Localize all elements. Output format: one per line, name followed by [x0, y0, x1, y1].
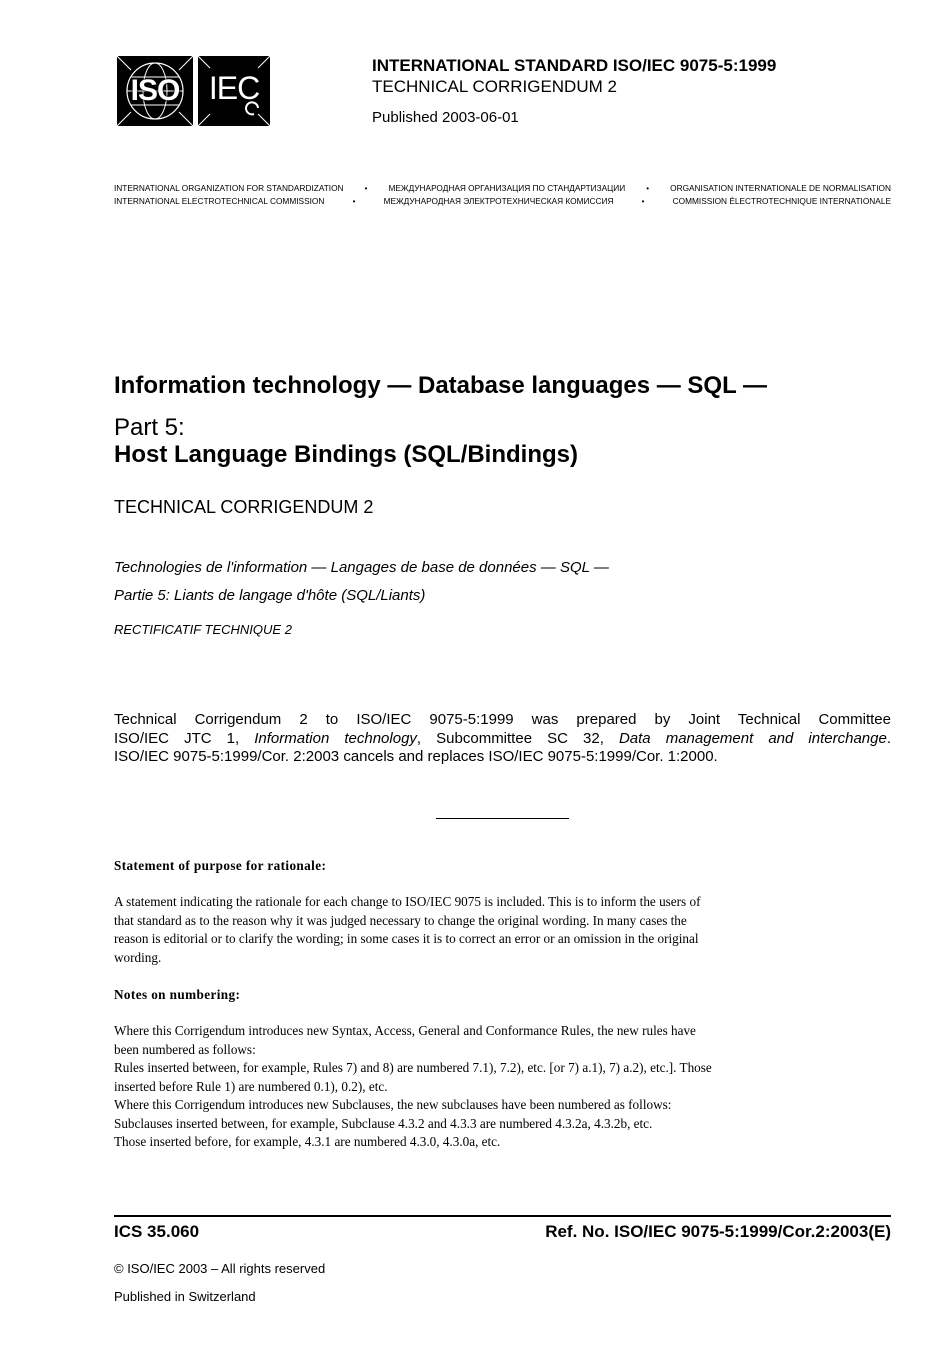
bullet-separator: • — [641, 196, 645, 206]
foreword-period: . — [886, 729, 891, 747]
org-iso-ru: МЕЖДУНАРОДНАЯ ОРГАНИЗАЦИЯ ПО СТАНДАРТИЗАЦИИ — [388, 183, 626, 193]
foreword-subcommittee: , Subcommittee SC 32, — [416, 729, 604, 747]
document-title: Information technology — Database languages — SQL — — [114, 372, 767, 399]
standard-title: INTERNATIONAL STANDARD ISO/IEC 9075-5:1999 — [372, 56, 777, 75]
statement-heading: Statement of purpose for rationale: — [114, 858, 327, 873]
notes-line: Rules inserted between, for example, Rules 7) and 8) are numbered 7.1), 7.2), etc. [or 7) a.1), 7) a.2), etc.]. Those — [114, 1060, 712, 1075]
iso-logo — [117, 56, 193, 126]
notes-heading: Notes on numbering: — [114, 987, 241, 1002]
statement-line: wording. — [114, 949, 162, 965]
org-iso-fr: ORGANISATION INTERNATIONALE DE NORMALISATION — [670, 183, 891, 193]
organizations-row-1 — [114, 183, 891, 193]
bullet-separator: • — [352, 196, 356, 206]
organizations-row-2 — [114, 196, 891, 206]
section-separator — [436, 818, 569, 819]
foreword-line-3: ISO/IEC 9075-5:1999/Cor. 2:2003 cancels and replaces ISO/IEC 9075-5:1999/Cor. 1:2000. — [114, 748, 718, 765]
notes-line: Where this Corrigendum introduces new Syntax, Access, General and Conformance Rules, the new rules have — [114, 1023, 696, 1038]
foreword-line-1: Technical Corrigendum 2 to ISO/IEC 9075-5:1999 was prepared by Joint Technical Committee — [114, 711, 891, 728]
foreword-paragraph — [114, 711, 891, 767]
technical-corrigendum-label: TECHNICAL CORRIGENDUM 2 — [114, 497, 374, 517]
iso-logo-text: ISO — [130, 74, 180, 107]
org-iec-ru: МЕЖДУНАРОДНАЯ ЭЛЕКТРОТЕХНИЧЕСКАЯ КОМИССИЯ — [383, 196, 614, 206]
notes-line: inserted before Rule 1) are numbered 0.1), 0.2), etc. — [114, 1078, 388, 1094]
statement-line: reason is editorial or to clarify the wording; in some cases it is to correct an error or an omission in the original — [114, 931, 699, 946]
french-corrigendum-label: RECTIFICATIF TECHNIQUE 2 — [114, 622, 292, 637]
org-iec-fr: COMMISSION ÉLECTROTECHNIQUE INTERNATIONALE — [672, 196, 891, 206]
part-label: Part 5: — [114, 414, 185, 441]
copyright-notice: © ISO/IEC 2003 – All rights reserved — [114, 1261, 326, 1276]
foreword-committee: ISO/IEC JTC 1, — [114, 729, 240, 747]
reference-number: Ref. No. ISO/IEC 9075-5:1999/Cor.2:2003(E) — [545, 1222, 891, 1241]
part-title: Host Language Bindings (SQL/Bindings) — [114, 441, 578, 468]
org-iec-en: INTERNATIONAL ELECTROTECHNICAL COMMISSION — [114, 196, 325, 206]
statement-line: that standard as to the reason why it was judged necessary to change the original wording. In many cases the — [114, 912, 687, 928]
statement-body — [114, 893, 854, 967]
corrigendum-title: TECHNICAL CORRIGENDUM 2 — [372, 77, 617, 96]
notes-line: Subclauses inserted between, for example, Subclause 4.3.2 and 4.3.3 are numbered 4.3.2a, 4.3.2b, etc. — [114, 1115, 653, 1131]
bullet-separator: • — [646, 183, 650, 193]
org-iso-en: INTERNATIONAL ORGANIZATION FOR STANDARDIZATION — [114, 183, 344, 193]
notes-body — [114, 1022, 874, 1152]
french-title: Technologies de l'information — Langages de base de données — SQL — — [114, 559, 609, 576]
iec-logo — [198, 56, 270, 126]
notes-line: Those inserted before, for example, 4.3.1 are numbered 4.3.0, 4.3.0a, etc. — [114, 1134, 501, 1149]
published-in: Published in Switzerland — [114, 1289, 256, 1304]
notes-line: Where this Corrigendum introduces new Subclauses, the new subclauses have been numbered as follows: — [114, 1097, 672, 1112]
ics-code: ICS 35.060 — [114, 1222, 200, 1241]
footer-rule — [114, 1215, 891, 1217]
bullet-separator: • — [364, 183, 368, 193]
foreword-subcommittee-title: Data management and interchange — [618, 729, 887, 747]
statement-line: A statement indicating the rationale for each change to ISO/IEC 9075 is included. This is to inform the users of — [114, 894, 701, 909]
notes-line: been numbered as follows: — [114, 1041, 256, 1057]
published-date: Published 2003-06-01 — [372, 109, 519, 126]
foreword-field: Information technology — [254, 729, 417, 747]
foreword-line-2 — [114, 730, 891, 749]
french-part-title: Partie 5: Liants de langage d'hôte (SQL/Liants) — [114, 587, 426, 604]
iec-logo-text: IEC — [208, 70, 260, 106]
